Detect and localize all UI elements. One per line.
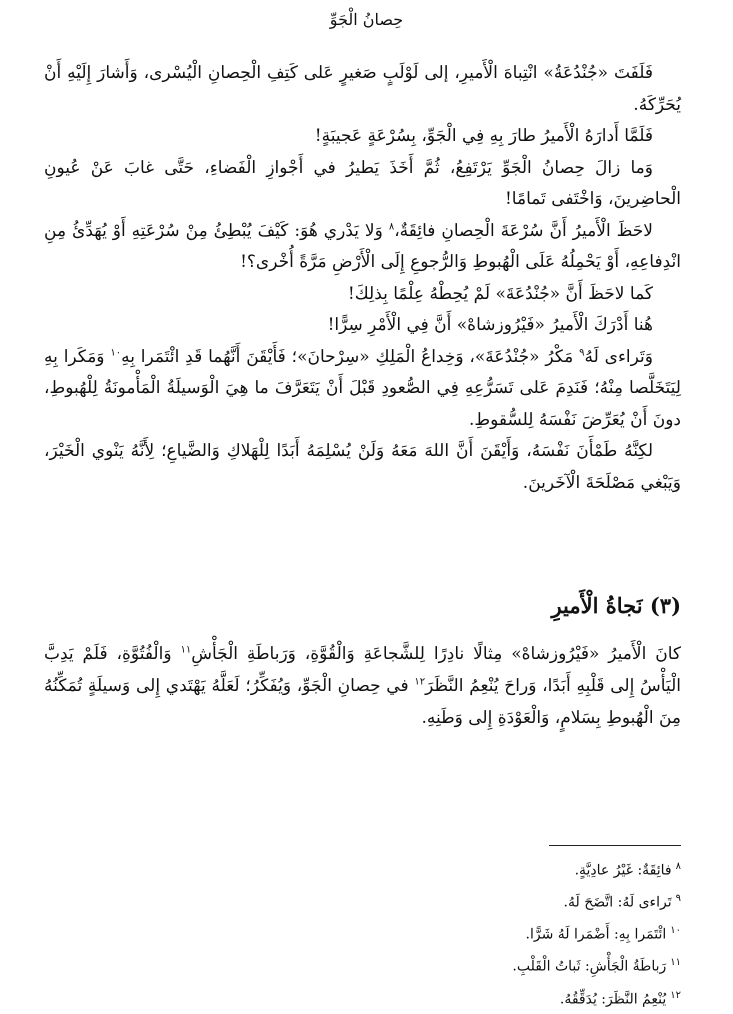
- paragraph-5: كَما لاحَظَ أَنَّ «جُنْدُعَةَ» لَمْ يُحِطْهُ عِلْمًا بِذلِكَ!: [347, 283, 653, 304]
- paragraph-6: هُنا أَدْرَكَ الْأَميرُ «فَيْرُوزشاهْ» أَنَّ فِي الْأَمْرِ سِرًّا!: [327, 315, 653, 335]
- footnote-ref-12: ١٢: [414, 676, 426, 688]
- footnote-number: ١٠: [670, 925, 681, 937]
- section-text-part-c: في حِصانِ الْجَوِّ، وَيُفَكِّرُ؛ لَعَلَّهُ يَهْتَدي إِلى وَسيلَةٍ تُمَكِّنُهُ مِنَ الْهُبوطِ بِسَلامٍ، وَالْعَوْدَةِ إِلى وَطَنِهِ.: [44, 676, 681, 728]
- footnote-8: [44, 853, 681, 885]
- footnote-text: رَباطَةُ الْجَأْشِ: ثَباتُ الْقَلْبِ.: [512, 959, 667, 976]
- paragraph-7-part-b: مَكْرُ «جُنْدُعَةَ»، وَخِداعُ الْمَلِكِ «سِرْحانَ»؛ فَأَيْقَنَ أَنَّهُما قَدِ ائْتَمَرا بِهِ: [121, 346, 580, 367]
- footnote-ref-8: ٨: [388, 220, 395, 232]
- paragraph-2: فَلَمَّا أَدارَهُ الْأَميرُ طارَ بِهِ فِي الْجَوِّ، بِسُرْعَةٍ عَجيبَةٍ!: [314, 126, 653, 146]
- footnote-ref-9: ٩: [579, 346, 585, 358]
- section-text-part-a: كانَ الْأَميرُ «فَيْرُوزشاهْ» مِثالًا نادِرًا لِلشَّجاعَةِ وَالْقُوَّةِ، وَرَباطَةِ الْجَأْشِ: [191, 644, 681, 664]
- footnote-divider: [549, 845, 681, 846]
- footnote-9: [44, 885, 681, 917]
- paragraph-4-part-b: وَلا يَدْري هُوَ: كَيْفَ يُبْطِئُ مِنْ سُرْعَتِهِ أَوْ يُهَدِّئُ مِنِ انْدِفاعِهِ، أَوْ يَحْمِلُهُ عَلَى الْهُبوطِ وَالرُّجوعِ إِلَى الْأَرْضِ مَرَّةً أُخْرى؟!: [44, 220, 681, 272]
- paragraph-8: لكِنَّهُ طَمْأَنَ نَفْسَهُ، وَأَيْقَنَ أَنَّ اللهَ مَعَهُ وَلَنْ يُسْلِمَهُ أَبَدًا لِلْهَلاكِ وَالضَّياعِ؛ لِأَنَّهُ يَنْوي الْخَيْرَ، وَيَبْغي مَصْلَحَةَ الْآخَرينَ.: [44, 441, 681, 493]
- section-text-part-b: وَالْفُتُوَّةِ، فَلَمْ يَدِبَّ الْيَأْسُ إِلى قَلْبِهِ أَبَدًا، وَراحَ يُنْعِمُ النَّظَرَ: [44, 644, 681, 696]
- section-paragraph: [44, 638, 681, 734]
- footnote-ref-10: ١٠: [110, 346, 122, 358]
- paragraph-4-part-a: لاحَظَ الْأَميرُ أَنَّ سُرْعَةَ الْحِصانِ فائِقَةٌ،: [394, 220, 653, 241]
- paragraph-3: وَما زالَ حِصانُ الْجَوِّ يَرْتَفِعُ، ثُمَّ أَخَذَ يَطيرُ في أَجْوازِ الْفَضاءِ، حَتَّى غابَ عَنْ عُيونِ الْحاضِرينَ، وَاخْتَفى تَمامًا!: [44, 157, 681, 209]
- footnote-number: ١٢: [670, 989, 681, 1001]
- footnote-text: يُنْعِمُ النَّظَرَ: يُدَقِّقُهُ.: [559, 991, 667, 1008]
- paragraph-1: فَلَفَتَ «جُنْدُعَةُ» انْتِباهَ الْأَميرِ، إلى لَوْلَبٍ صَغيرٍ عَلى كَتِفِ الْحِصانِ الْيُسْرى، وَأَشارَ إِلَيْهِ أَنْ يُحَرِّكَهُ.: [44, 63, 681, 115]
- paragraph-7-part-a: وَتَراءى لَهُ: [584, 346, 653, 367]
- footnote-ref-11: ١١: [180, 644, 192, 656]
- footnote-10: [44, 917, 681, 949]
- body-text: [44, 58, 681, 499]
- paragraph-4: [44, 216, 681, 279]
- footnotes: [44, 853, 681, 1014]
- paragraph-7: [44, 342, 681, 437]
- paragraph-7-part-c: وَمَكَرا بِهِ لِيَتَخَلَّصا مِنْهُ؛ فَنَدِمَ عَلى تَسَرُّعِهِ فِي الصُّعودِ قَبْلَ أَنْ يَتَعَرَّفَ ما هِيَ الْوَسيلَةُ الْمَأْمونَةُ لِلْهُبوطِ، دونَ أَنْ يُعَرِّضَ نَفْسَهُ لِلسُّقوطِ.: [44, 346, 681, 430]
- footnote-text: تَراءى لَهُ: اتَّضَحَ لَهُ.: [563, 894, 672, 911]
- footnote-text: ائْتَمَرا بِهِ: أَضْمَرا لَهُ شَرًّا.: [525, 926, 667, 943]
- section-heading: (٣) نَجاةُ الْأَميرِ: [551, 593, 681, 618]
- footnote-text: فائِقَةٌ: غَيْرُ عادِيَّةٍ.: [574, 862, 672, 879]
- running-head: حِصانُ الْجَوِّ: [329, 10, 404, 29]
- footnote-number: ٩: [675, 893, 681, 905]
- footnote-11: [44, 949, 681, 981]
- footnote-12: [44, 982, 681, 1014]
- footnote-number: ٨: [675, 861, 681, 872]
- footnote-number: ١١: [670, 957, 681, 969]
- section-text: [44, 638, 681, 734]
